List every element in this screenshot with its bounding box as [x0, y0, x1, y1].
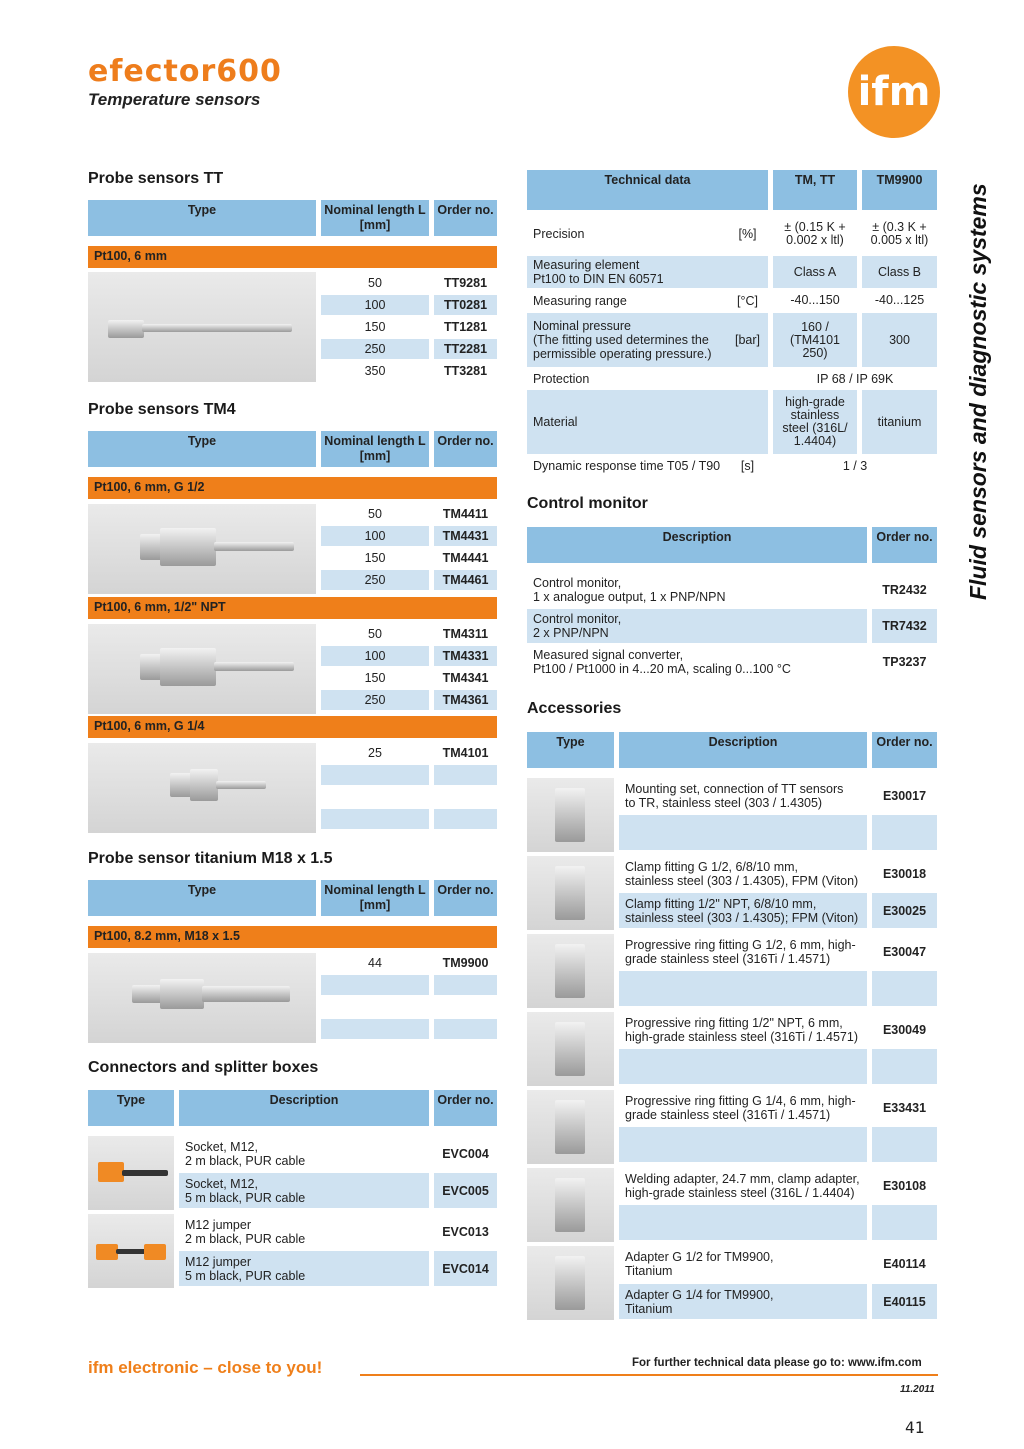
tech-unit [727, 256, 768, 288]
product-photo [88, 1136, 174, 1210]
product-photo [88, 1214, 174, 1288]
nominal-length-cell: 50 [368, 627, 382, 641]
empty-cell [619, 1049, 867, 1084]
nominal-length-cell: 50 [368, 276, 382, 290]
connector-order-number: EVC004 [442, 1146, 489, 1161]
connector-order-number: EVC013 [442, 1224, 489, 1239]
empty-cell [872, 1205, 937, 1240]
col-header-length: Nominal length L [mm] [321, 200, 429, 236]
tech-value: IP 68 / IP 69K [816, 371, 894, 386]
empty-cell [619, 971, 867, 1006]
order-number-cell: TT9281 [443, 276, 488, 290]
group-label: Pt100, 6 mm, G 1/2 [88, 477, 497, 499]
nominal-length-cell: 100 [321, 646, 429, 666]
order-number-cell [434, 809, 497, 829]
col-header-description: Description [527, 527, 867, 563]
tech-value: 1 / 3 [842, 459, 868, 473]
tech-unit: [°C] [737, 293, 758, 308]
empty-cell [872, 971, 937, 1006]
accessory-order-number: E40115 [872, 1284, 937, 1319]
col-header-order: Order no. [434, 880, 497, 916]
order-number-cell [434, 787, 497, 807]
order-number-cell: TT1281 [443, 320, 488, 334]
order-number-cell: TT3281 [443, 364, 488, 378]
side-title: Fluid sensors and diagnostic systems [965, 183, 991, 600]
tech-unit [727, 390, 768, 454]
group-label: Pt100, 8.2 mm, M18 x 1.5 [88, 926, 497, 948]
product-photo [527, 934, 614, 1008]
group-label: Pt100, 6 mm, G 1/4 [88, 716, 497, 738]
tech-label: Measuring element Pt100 to DIN EN 60571 [527, 256, 727, 288]
empty-cell [619, 815, 867, 850]
tech-value-tm-tt: ± (0.15 K + 0.002 x ltl) [784, 220, 846, 247]
accessory-order-number: E30025 [872, 893, 937, 928]
control-description: Measured signal converter, Pt100 / Pt1000 in 4...20 mA, scaling 0...100 °C [533, 648, 791, 676]
section-title-connectors: Connectors and splitter boxes [88, 1059, 319, 1076]
accessory-description: Adapter G 1/2 for TM9900, Titanium [625, 1249, 774, 1278]
nominal-length-cell: 150 [364, 320, 386, 334]
product-photo [88, 743, 316, 833]
ifm-logo: ifm [848, 46, 940, 138]
tech-unit: [s] [740, 459, 755, 473]
accessory-order-number: E30049 [882, 1022, 927, 1037]
empty-cell [619, 1205, 867, 1240]
tech-header-label: Technical data [527, 170, 768, 210]
col-header-order: Order no. [872, 732, 937, 768]
col-header-order: Order no. [872, 527, 937, 563]
tech-label: Protection [533, 371, 590, 386]
connector-order-number: EVC005 [434, 1173, 497, 1208]
nominal-length-cell [321, 765, 429, 785]
connector-description: M12 jumper 2 m black, PUR cable [185, 1217, 306, 1246]
order-number-cell: TM4461 [434, 570, 497, 590]
nominal-length-cell: 250 [321, 690, 429, 710]
order-number-cell: TM4311 [442, 627, 489, 641]
order-number-cell: TM4441 [442, 551, 489, 565]
connector-description: M12 jumper 5 m black, PUR cable [179, 1251, 429, 1286]
connector-description: Socket, M12, 2 m black, PUR cable [185, 1139, 306, 1168]
tech-value-tm9900: -40...125 [874, 293, 925, 307]
tech-header-tm9900: TM9900 [862, 170, 937, 210]
connector-order-number: EVC014 [434, 1251, 497, 1286]
order-number-cell: TM4361 [434, 690, 497, 710]
product-photo [527, 1012, 614, 1086]
section-title-probe-tt: Probe sensors TT [88, 170, 224, 187]
accessory-description: Clamp fitting G 1/2, 6/8/10 mm, stainless steel (303 / 1.4305), FPM (Viton) [625, 859, 859, 888]
tech-label: Precision [533, 227, 585, 241]
nominal-length-cell: 100 [321, 526, 429, 546]
nominal-length-cell [321, 787, 429, 807]
nominal-length-cell: 150 [364, 671, 386, 685]
col-header-type: Type [88, 1090, 174, 1126]
order-number-cell: TT0281 [434, 295, 497, 315]
tech-value-tm-tt: -40...150 [790, 293, 840, 307]
product-photo [527, 1090, 614, 1164]
order-number-cell [434, 1019, 497, 1039]
col-header-length: Nominal length L [mm] [321, 880, 429, 916]
product-photo [88, 272, 316, 382]
nominal-length-cell: 350 [364, 364, 386, 378]
col-header-order: Order no. [434, 200, 497, 236]
connector-description: Socket, M12, 5 m black, PUR cable [179, 1173, 429, 1208]
order-number-cell: TM4341 [442, 671, 489, 685]
page-subtitle: Temperature sensors [88, 90, 261, 109]
control-description: Control monitor, 1 x analogue output, 1 x PNP/NPN [533, 576, 726, 604]
tech-value-tm9900: Class B [862, 256, 937, 288]
accessory-description: Adapter G 1/4 for TM9900, Titanium [619, 1284, 867, 1319]
col-header-type: Type [88, 431, 316, 467]
col-header-type: Type [88, 200, 316, 236]
accessory-order-number: E33431 [882, 1100, 927, 1115]
accessory-description: Progressive ring fitting 1/2" NPT, 6 mm, high-grade stainless steel (316Ti / 1.4571) [625, 1015, 859, 1044]
page-number: 41 [905, 1418, 925, 1437]
accessory-description: Welding adapter, 24.7 mm, clamp adapter, high-grade stainless steel (316L / 1.4404) [625, 1171, 860, 1200]
col-header-type: Type [527, 732, 614, 768]
tech-label: Dynamic response time T05 / T90 [533, 459, 721, 473]
order-number-cell: TM9900 [442, 956, 489, 970]
tech-header-tm-tt: TM, TT [773, 170, 857, 210]
nominal-length-cell [321, 975, 429, 995]
product-photo [88, 504, 316, 594]
nominal-length-cell: 25 [368, 746, 382, 760]
accessory-order-number: E30108 [882, 1178, 927, 1193]
tech-value-tm-tt: Class A [773, 256, 857, 288]
product-photo [88, 624, 316, 714]
accessory-description: Clamp fitting 1/2" NPT, 6/8/10 mm, stainless steel (303 / 1.4305); FPM (Viton) [619, 893, 867, 928]
product-photo [527, 1246, 614, 1320]
accessory-order-number: E30017 [882, 788, 927, 803]
footer-divider [360, 1374, 938, 1376]
tech-unit: [%] [738, 227, 757, 241]
group-label: Pt100, 6 mm, 1/2" NPT [88, 597, 497, 619]
product-photo [527, 778, 614, 852]
tech-value-tm9900: titanium [862, 390, 937, 454]
tech-value-tm9900: ± (0.3 K + 0.005 x ltl) [870, 220, 929, 247]
footer-date: 11.2011 [900, 1384, 935, 1395]
nominal-length-cell [321, 997, 429, 1017]
tech-label: Nominal pressure (The fitting used determines the permissible operating pressure.) [527, 313, 727, 367]
nominal-length-cell: 150 [364, 551, 386, 565]
footer-slogan: ifm electronic – close to you! [88, 1358, 323, 1377]
col-header-order: Order no. [434, 431, 497, 467]
accessory-order-number: E30047 [882, 944, 927, 959]
accessory-description: Progressive ring fitting G 1/2, 6 mm, high- grade stainless steel (316Ti / 1.4571) [625, 937, 856, 966]
nominal-length-cell: 100 [321, 295, 429, 315]
order-number-cell: TM4331 [434, 646, 497, 666]
section-title-accessories: Accessories [527, 700, 622, 717]
control-order-number: TR2432 [882, 583, 927, 597]
nominal-length-cell: 44 [368, 956, 382, 970]
empty-cell [872, 815, 937, 850]
product-photo [527, 1168, 614, 1242]
section-title-control-monitor: Control monitor [527, 495, 648, 512]
accessory-description: Mounting set, connection of TT sensors to TR, stainless steel (303 / 1.4305) [625, 781, 844, 810]
order-number-cell [434, 765, 497, 785]
control-order-number: TP3237 [882, 655, 927, 669]
order-number-cell [434, 997, 497, 1017]
section-title-probe-titanium: Probe sensor titanium M18 x 1.5 [88, 850, 333, 867]
empty-cell [619, 1127, 867, 1162]
empty-cell [872, 1127, 937, 1162]
col-header-description: Description [179, 1090, 429, 1126]
order-number-cell: TM4411 [442, 507, 489, 521]
nominal-length-cell: 50 [368, 507, 382, 521]
product-photo [527, 856, 614, 930]
tech-value-tm-tt: 160 / (TM4101 250) [773, 313, 857, 367]
col-header-order: Order no. [434, 1090, 497, 1126]
order-number-cell [434, 975, 497, 995]
section-title-probe-tm4: Probe sensors TM4 [88, 401, 236, 418]
order-number-cell: TT2281 [434, 339, 497, 359]
col-header-type: Type [88, 880, 316, 916]
tech-unit [727, 369, 768, 388]
tech-unit: [bar] [727, 313, 768, 367]
accessory-order-number: E30018 [882, 866, 927, 881]
footer-link-text: For further technical data please go to: www.ifm.com [632, 1357, 922, 1369]
group-label: Pt100, 6 mm [88, 246, 497, 268]
brand-logo: efector600 [88, 54, 282, 89]
order-number-cell: TM4101 [442, 746, 489, 760]
empty-cell [872, 1049, 937, 1084]
product-photo [88, 953, 316, 1043]
nominal-length-cell: 250 [321, 570, 429, 590]
tech-label: Measuring range [533, 293, 627, 308]
accessory-order-number: E40114 [883, 1256, 926, 1271]
nominal-length-cell [321, 1019, 429, 1039]
tech-label: Material [527, 390, 727, 454]
control-description: Control monitor, 2 x PNP/NPN [527, 609, 867, 643]
col-header-length: Nominal length L [mm] [321, 431, 429, 467]
nominal-length-cell: 250 [321, 339, 429, 359]
accessory-description: Progressive ring fitting G 1/4, 6 mm, high- grade stainless steel (316Ti / 1.4571) [625, 1093, 856, 1122]
col-header-description: Description [619, 732, 867, 768]
tech-value-tm-tt: high-grade stainless steel (316L/ 1.4404) [773, 390, 857, 454]
tech-value-tm9900: 300 [862, 313, 937, 367]
control-order-number: TR7432 [872, 609, 937, 643]
nominal-length-cell [321, 809, 429, 829]
order-number-cell: TM4431 [434, 526, 497, 546]
